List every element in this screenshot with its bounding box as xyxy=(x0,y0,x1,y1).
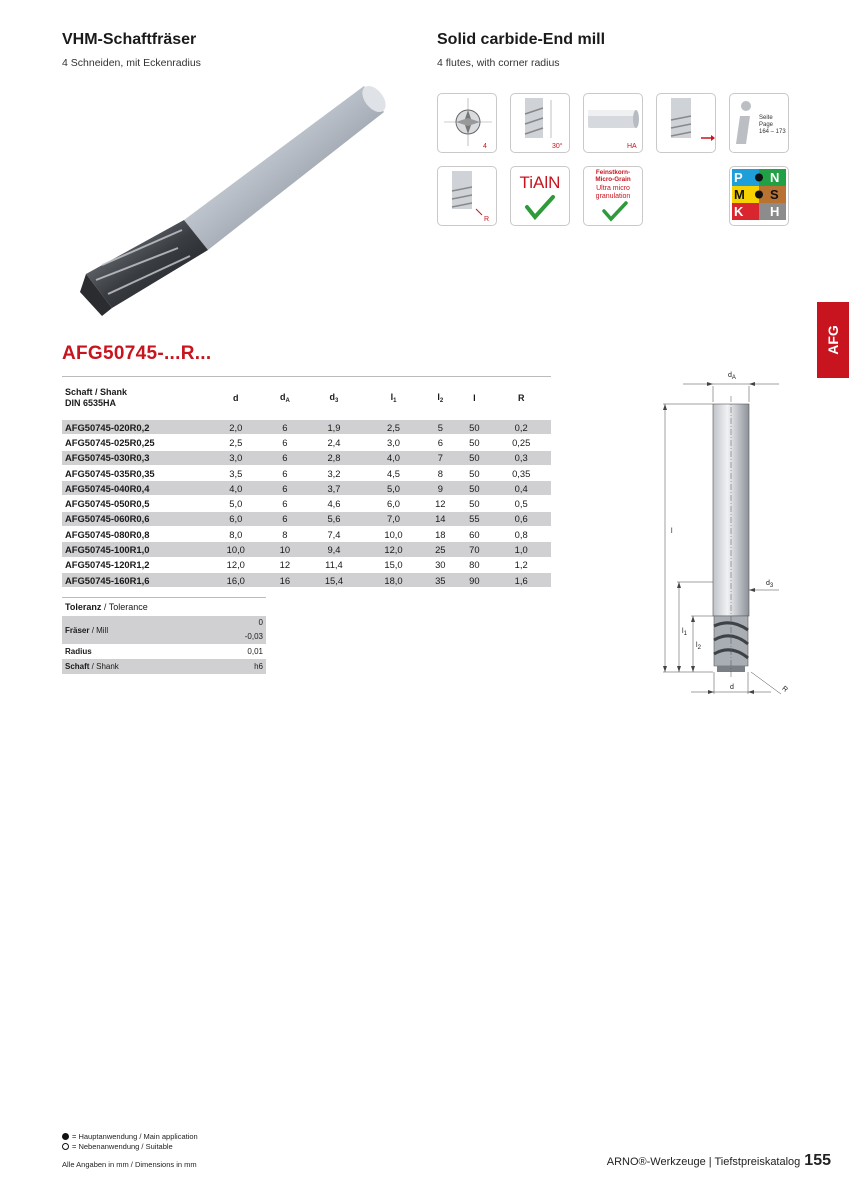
info-icon: Seite Page 164 – 173 xyxy=(729,93,789,153)
table-row xyxy=(62,481,551,496)
catalog-footer: ARNO®-Werkzeuge | Tiefstpreiskatalog 155 xyxy=(606,1152,831,1169)
article-code: AFG50745-160R1,6 xyxy=(62,572,206,587)
col-header: R xyxy=(491,377,551,420)
table-row xyxy=(62,435,551,450)
table-cell: 2,5 xyxy=(229,436,243,448)
table-cell: 2,5 xyxy=(364,420,424,435)
table-cell: 0,4 xyxy=(491,481,551,496)
table-cell: 5 xyxy=(423,420,457,435)
table-cell: 60 xyxy=(469,528,480,540)
product-title: AFG50745-...R... xyxy=(62,343,212,364)
table-cell: 2,8 xyxy=(304,450,364,465)
table-cell: 11,4 xyxy=(325,559,343,571)
col-header: l xyxy=(457,377,491,420)
helix-angle-icon: 30° xyxy=(510,93,570,153)
table-cell: 6 xyxy=(266,511,305,526)
table-row xyxy=(62,511,551,526)
table-cell: 18 xyxy=(435,528,446,540)
table-cell: 6 xyxy=(282,498,288,510)
table-cell: 3,0 xyxy=(386,436,401,448)
table-cell: 1,2 xyxy=(514,559,528,571)
col-header: $d_3$ xyxy=(304,377,364,420)
table-cell: 3,7 xyxy=(304,481,364,496)
filled-dot-icon xyxy=(62,1133,69,1140)
table-cell: 4,6 xyxy=(327,498,341,510)
table-cell: 4,5 xyxy=(386,467,401,479)
table-cell: 50 xyxy=(457,420,491,435)
title-de: VHM-Schaftfräser xyxy=(62,31,197,48)
dim-l: l xyxy=(671,528,673,535)
table-cell: 6 xyxy=(266,481,305,496)
table-row xyxy=(62,450,551,465)
table-cell: 35 xyxy=(423,572,457,587)
table-row xyxy=(62,572,551,587)
table-cell: 55 xyxy=(457,511,491,526)
table-row xyxy=(62,557,551,572)
subtitle-en: 4 flutes, with corner radius xyxy=(437,57,560,69)
dim-d: d xyxy=(730,684,734,691)
article-code: AFG50745-100R1,0 xyxy=(62,542,206,557)
table-cell: 15,0 xyxy=(384,559,403,571)
table-cell: 12 xyxy=(435,498,446,510)
table-cell: 12,0 xyxy=(364,542,424,557)
table-row xyxy=(62,496,551,511)
micro-grain-icon: Feinstkorn- Micro-Grain Ultra micro granulation xyxy=(583,166,643,226)
table-cell: 80 xyxy=(469,559,480,571)
table-cell: 50 xyxy=(457,481,491,496)
table-cell: 50 xyxy=(469,498,480,510)
table-cell: 9,4 xyxy=(304,542,364,557)
table-cell: 0,2 xyxy=(491,420,551,435)
table-cell: 0,6 xyxy=(491,511,551,526)
table-cell: 0,8 xyxy=(514,528,528,540)
table-cell: 10,0 xyxy=(206,542,266,557)
header-shank: Schaft / Shank DIN 6535HA xyxy=(62,377,206,420)
table-cell: 6 xyxy=(437,436,443,448)
table-cell: 50 xyxy=(457,450,491,465)
table-cell: 0,35 xyxy=(512,467,531,479)
dim-R: R xyxy=(780,685,789,694)
title-en: Solid carbide-End mill xyxy=(437,31,606,48)
subtitle-de: 4 Schneiden, mit Eckenradius xyxy=(62,57,201,69)
table-cell: 6 xyxy=(266,450,305,465)
article-code: AFG50745-040R0,4 xyxy=(62,481,206,496)
table-cell: 1,6 xyxy=(491,572,551,587)
corner-radius-icon: R xyxy=(437,166,497,226)
page-number: 155 xyxy=(804,1152,831,1169)
legend: = Hauptanwendung / Main application = Nebenanwendung / Suitable xyxy=(62,1132,198,1152)
table-cell: 50 xyxy=(469,436,480,448)
article-code: AFG50745-035R0,35 xyxy=(65,467,155,479)
table-cell: 5,0 xyxy=(364,481,424,496)
shank-ha-icon: HA xyxy=(583,93,643,153)
table-cell: 3,0 xyxy=(206,450,266,465)
material-grid: P N M S K H xyxy=(729,166,789,226)
table-cell: 7,0 xyxy=(364,511,424,526)
coating-icon: TiAlN xyxy=(510,166,570,226)
table-cell: 5,6 xyxy=(304,511,364,526)
article-code: AFG50745-060R0,6 xyxy=(62,511,206,526)
article-code: AFG50745-080R0,8 xyxy=(65,528,150,540)
table-cell: 30 xyxy=(435,559,446,571)
table-cell: 8 xyxy=(282,528,288,540)
table-cell: 8,0 xyxy=(229,528,243,540)
table-cell: 0,5 xyxy=(514,498,528,510)
article-code: AFG50745-120R1,2 xyxy=(65,559,150,571)
table-cell: 6 xyxy=(282,467,288,479)
table-cell: 12 xyxy=(279,559,291,571)
technical-drawing xyxy=(655,368,795,708)
tolerance-table: Toleranz / Tolerance Fräser / Mill 0 -0,03 Radius 0,01 Schaft / Shank h6 xyxy=(62,597,266,674)
table-cell: 0,25 xyxy=(512,436,531,448)
dim-l2: $l_2$ xyxy=(696,642,701,651)
table-cell: 16,0 xyxy=(206,572,266,587)
col-header: $l_1$ xyxy=(364,377,424,420)
table-cell: 90 xyxy=(457,572,491,587)
col-header: $d_A$ xyxy=(266,377,305,420)
table-cell: 8 xyxy=(437,467,443,479)
end-mill-photo xyxy=(72,80,392,320)
table-cell: 18,0 xyxy=(364,572,424,587)
table-cell: 15,4 xyxy=(304,572,364,587)
dim-l1: $l_1$ xyxy=(682,628,687,637)
table-cell: 12,0 xyxy=(226,559,245,571)
table-cell: 10 xyxy=(266,542,305,557)
section-tab[interactable]: AFG xyxy=(817,302,849,378)
flutes-icon: 4 xyxy=(437,93,497,153)
article-code: AFG50745-020R0,2 xyxy=(62,420,206,435)
table-cell: 1,0 xyxy=(491,542,551,557)
table-cell: 0,3 xyxy=(491,450,551,465)
table-cell: 3,5 xyxy=(229,467,243,479)
col-header: $l_2$ xyxy=(423,377,457,420)
table-cell: 25 xyxy=(423,542,457,557)
table-cell: 1,9 xyxy=(304,420,364,435)
col-header: d xyxy=(206,377,266,420)
table-cell: 70 xyxy=(457,542,491,557)
table-cell: 14 xyxy=(423,511,457,526)
table-cell: 6,0 xyxy=(386,498,401,510)
table-cell: 4,0 xyxy=(364,450,424,465)
spec-table xyxy=(62,376,551,587)
table-cell: 50 xyxy=(469,467,480,479)
table-cell: 6 xyxy=(282,436,288,448)
empty-dot-icon xyxy=(62,1143,69,1150)
table-cell: 6 xyxy=(266,420,305,435)
table-row xyxy=(62,527,551,542)
table-row xyxy=(62,542,551,557)
dimensions-note: Alle Angaben in mm / Dimensions in mm xyxy=(62,1160,197,1169)
table-cell: 2,4 xyxy=(327,436,341,448)
table-cell: 10,0 xyxy=(384,528,403,540)
table-cell: 16 xyxy=(266,572,305,587)
dim-d3: $d_3$ xyxy=(766,580,774,589)
table-cell: 3,2 xyxy=(327,467,341,479)
table-cell: 2,0 xyxy=(206,420,266,435)
table-cell: 6,0 xyxy=(206,511,266,526)
table-cell: 9 xyxy=(423,481,457,496)
dim-dA: $d_A$ xyxy=(728,372,736,381)
table-cell: 7 xyxy=(423,450,457,465)
table-cell: 7,4 xyxy=(327,528,341,540)
article-code: AFG50745-030R0,3 xyxy=(62,450,206,465)
center-cutting-icon xyxy=(656,93,716,153)
table-cell: 4,0 xyxy=(206,481,266,496)
table-row xyxy=(62,420,551,435)
article-code: AFG50745-025R0,25 xyxy=(65,436,155,448)
table-cell: 5,0 xyxy=(229,498,243,510)
article-code: AFG50745-050R0,5 xyxy=(65,498,150,510)
table-row xyxy=(62,465,551,480)
